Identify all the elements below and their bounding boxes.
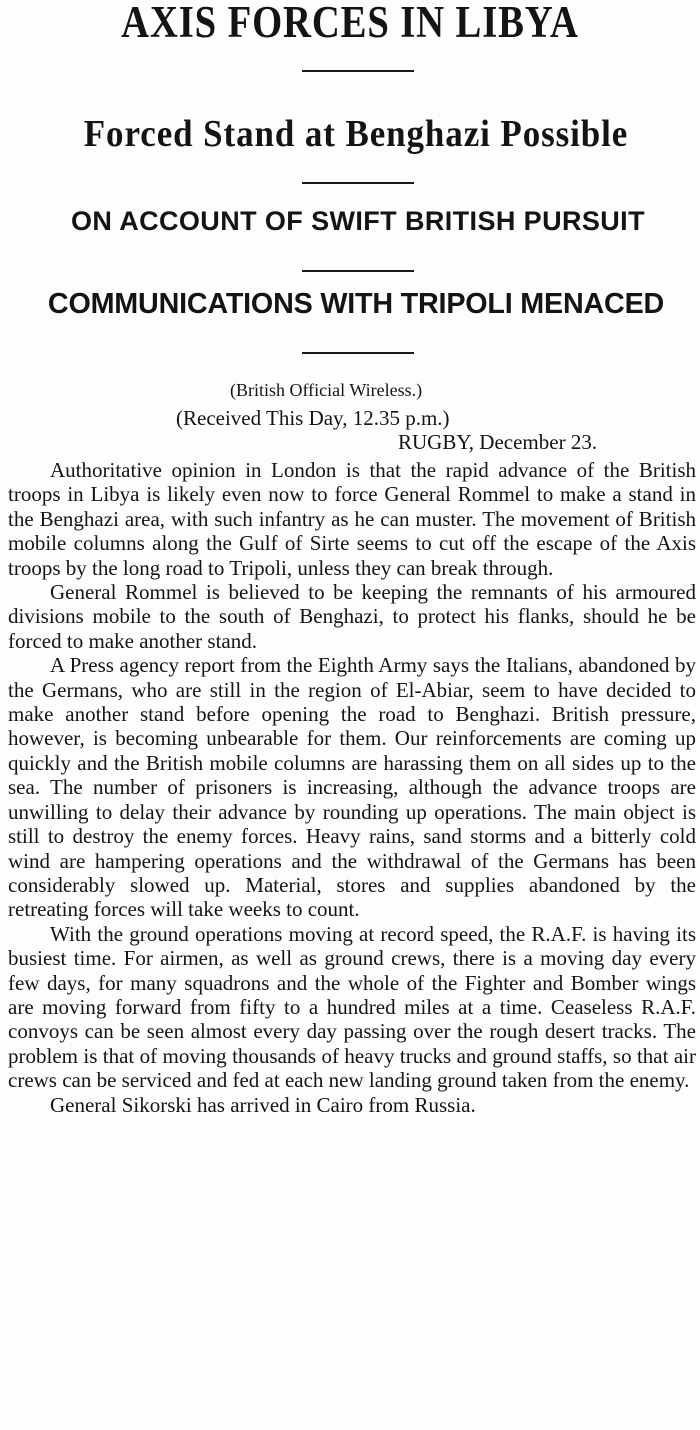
headline-rule: [302, 182, 414, 184]
subheadline-communications: COMMUNICATIONS WITH TRIPOLI MENACED: [47, 288, 665, 320]
deck-headline: Forced Stand at Benghazi Possible: [83, 113, 629, 155]
wire-source: (British Official Wireless.): [230, 380, 423, 400]
article-paragraph: Authoritative opinion in London is that the rapid advance of the British troops in Libya is likely even now to force General Rommel to make a stand in the Benghazi area, with such infantry as he can muster. The movement of British mobile columns along the Gulf of Sirte seems to cut off the escape of the Axis troops by the long road to Tripoli, unless they can break through.: [8, 458, 696, 580]
article-paragraph: A Press agency report from the Eighth Army says the Italians, abandoned by the Germans, who are still in the region of El-Abiar, seem to have decided to make another stand before opening the road to Benghazi. British pressure, however, is becoming unbearable for them. Our reinforcements are coming up quickly and the British mobile columns are harassing them on all sides up to the sea. The number of prisoners is increasing, although the advance troops are unwilling to delay their advance by rounding up operations. The main object is still to destroy the enemy forces. Heavy rains, sand storms and a bitterly cold wind are hampering operations and the withdrawal of the Germans has been considerably slowed up. Material, stores and supplies abandoned by the retreating forces will take weeks to count.: [8, 653, 696, 922]
article-paragraph: General Sikorski has arrived in Cairo from Russia.: [50, 1092, 476, 1117]
headline-rule: [302, 352, 414, 354]
article-paragraph: General Rommel is believed to be keeping the remnants of his armoured divisions mobile to the south of Benghazi, to protect his flanks, should he be forced to make another stand.: [8, 580, 696, 653]
main-headline: AXIS FORCES IN LIBYA: [121, 0, 579, 47]
dateline-place: RUGBY, December 23.: [398, 430, 598, 454]
headline-rule: [302, 270, 414, 272]
headline-rule: [302, 70, 414, 72]
article-body: [8, 458, 696, 1117]
received-time: (Received This Day, 12.35 p.m.): [176, 406, 450, 430]
article-paragraph: With the ground operations moving at record speed, the R.A.F. is having its busiest time. For airmen, as well as ground crews, there is a moving day every few days, for many squadrons and the whole of the Fighter and Bomber wings are moving forward from fifty to a hundred miles at a time. Ceaseless R.A.F. convoys can be seen almost every day passing over the rough desert tracks. The problem is that of moving thousands of heavy trucks and ground staffs, so that air crews can be serviced and fed at each new landing ground taken from the enemy.: [8, 921, 696, 1093]
subheadline-pursuit: ON ACCOUNT OF SWIFT BRITISH PURSUIT: [71, 206, 645, 236]
